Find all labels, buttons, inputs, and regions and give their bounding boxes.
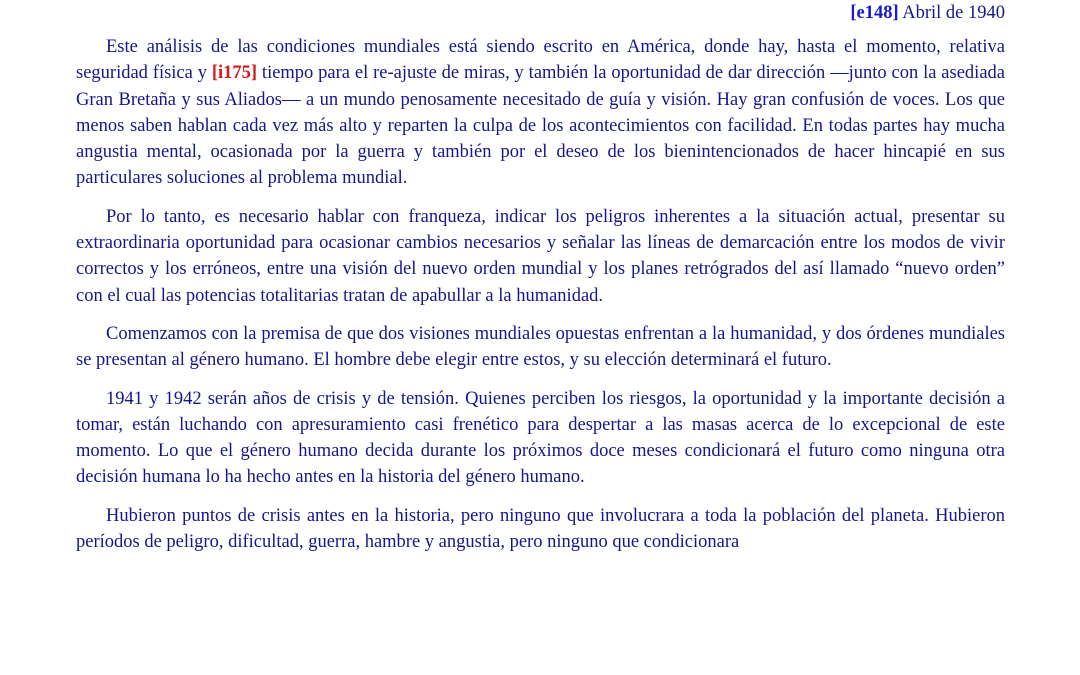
- document-page: [76, 0, 1005, 567]
- paragraph-5: Hubieron puntos de crisis antes en la historia, pero ninguno que involucrara a toda la población del planeta. Hubieron períodos de peligro, dificultad, guerra, hambre y angustia, pero ninguno que condicionara: [76, 505, 1005, 553]
- paragraph-1: [76, 34, 1005, 192]
- page-marker-i175[interactable]: [i175]: [211, 63, 258, 84]
- paragraph-4: 1941 y 1942 serán años de crisis y de tensión. Quienes perciben los riesgos, la oportunidad y la importante decisión a tomar, están luchando con apresuramiento casi frenético para despertar a las masas acerca de lo excepcional de este momento. Lo que el género humano decida durante los próximos doce meses condicionará el futuro como ninguna otra decisión humana lo ha hecho antes en la historia del género humano.: [76, 388, 1005, 488]
- date-text: Abril de 1940: [898, 3, 1005, 23]
- page-marker-e148[interactable]: [e148]: [850, 3, 899, 23]
- paragraph-3: Comenzamos con la premisa de que dos visiones mundiales opuestas enfrentan a la humanidad, y dos órdenes mundiales se presentan al género humano. El hombre debe elegir entre estos, y su elección determinará el futuro.: [76, 323, 1005, 371]
- paragraph-2: Por lo tanto, es necesario hablar con franqueza, indicar los peligros inherentes a la situación actual, presentar su extraordinaria oportunidad para ocasionar cambios necesarios y señalar las líneas de demarcación entre los modos de vivir correctos y los erróneos, entre una visión del nuevo orden mundial y los planes retrógrados del así llamado “nuevo orden” con el cual las potencias totalitarias tratan de apabullar a la humanidad.: [76, 206, 1005, 306]
- paragraph-1-text-b: tiempo para el re-ajuste de miras, y también la oportunidad de dar dirección —junto con la asediada Gran Bretaña y sus Aliados— a un mundo penosamente necesitado de guía y visión. Hay gran confusión de voces. Los que menos saben hablan cada vez más alto y reparten la culpa de los acontecimientos con facilidad. En todas partes hay mucha angustia mental, ocasionada por la guerra y también por el deseo de los bienintencionados de hacer hincapié en sus particulares soluciones al problema mundial.: [76, 63, 1005, 189]
- paragraph-1-text-a: Este análisis de las condiciones mundiales está siendo escrito en América, donde hay, hasta el momento, relativa seguridad física y: [76, 37, 1005, 84]
- date-line: [76, 0, 1005, 26]
